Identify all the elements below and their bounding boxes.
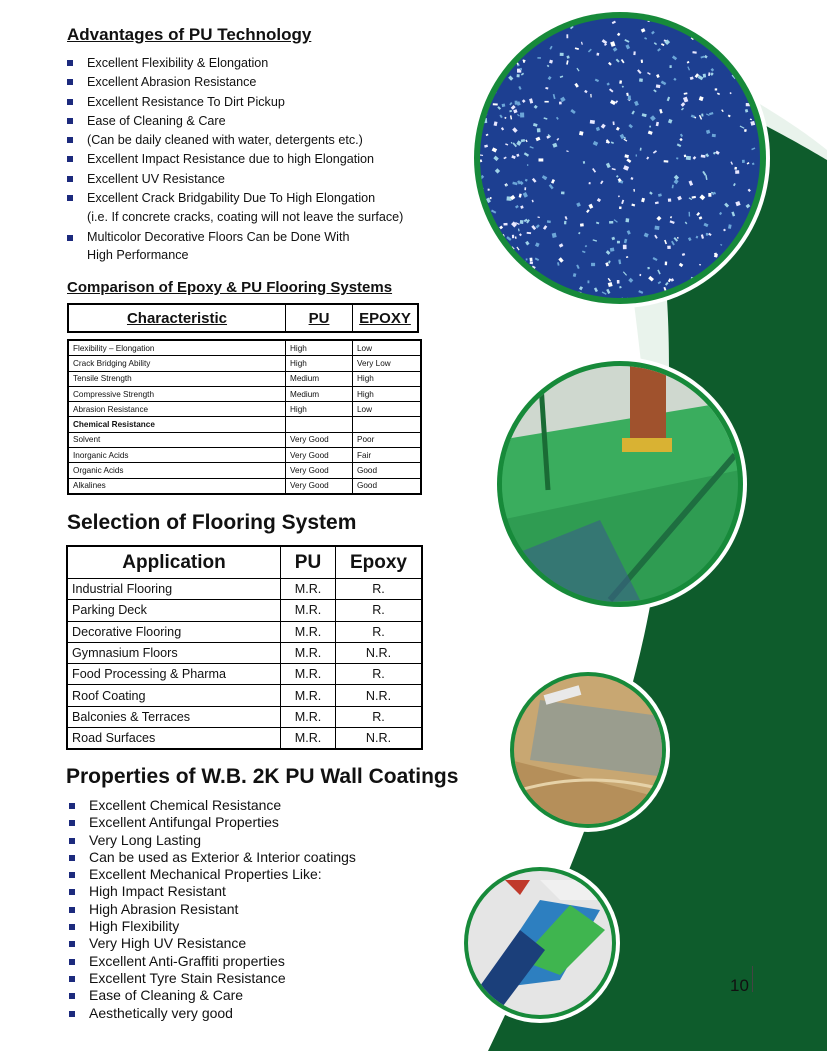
speckle-mark xyxy=(537,57,541,59)
speckle-mark xyxy=(744,19,746,22)
speckle-mark xyxy=(649,126,651,128)
list-item: Very Long Lasting xyxy=(68,832,408,849)
table-cell: Very Good xyxy=(286,432,353,447)
speckle-mark xyxy=(527,27,532,31)
list-item: Ease of Cleaning & Care xyxy=(66,112,466,131)
table-cell: R. xyxy=(336,600,423,621)
speckle-mark xyxy=(530,258,533,262)
table-row xyxy=(68,402,421,417)
speckle-mark xyxy=(617,280,620,284)
speckle-mark xyxy=(757,27,762,31)
table-cell: N.R. xyxy=(336,642,423,663)
list-item: Excellent Abrasion Resistance xyxy=(66,73,466,92)
speckle-mark xyxy=(485,65,489,69)
speckle-mark xyxy=(738,32,741,36)
table-cell: R. xyxy=(336,664,423,685)
table-cell: Food Processing & Pharma xyxy=(67,664,281,685)
speckle-mark xyxy=(590,120,595,124)
speckle-mark xyxy=(564,221,566,225)
list-item: Excellent Chemical Resistance xyxy=(68,797,408,814)
speckle-mark xyxy=(490,28,496,32)
table-row xyxy=(68,448,421,463)
speckle-mark xyxy=(566,34,568,38)
table-row xyxy=(68,432,421,447)
speckle-mark xyxy=(500,270,502,273)
table-row xyxy=(67,728,422,750)
table-row xyxy=(68,386,421,401)
speckle-mark xyxy=(506,22,510,26)
speckle-mark xyxy=(753,68,755,69)
speckle-mark xyxy=(524,187,526,190)
table-cell: High xyxy=(286,340,353,356)
speckle-mark xyxy=(732,47,735,49)
speckle-mark xyxy=(537,128,541,132)
speckle-mark xyxy=(487,189,489,191)
list-item: Excellent Resistance To Dirt Pickup xyxy=(66,93,466,112)
list-item: Excellent Impact Resistance due to high Elongation xyxy=(66,150,466,169)
speckle-mark xyxy=(686,156,691,160)
speckle-mark xyxy=(559,102,562,105)
speckle-mark xyxy=(751,62,755,65)
speckle-mark xyxy=(486,251,489,255)
table-cell: Industrial Flooring xyxy=(67,579,281,600)
speckle-mark xyxy=(750,43,752,46)
list-item: Excellent Anti-Graffiti properties xyxy=(68,953,408,970)
table-row xyxy=(68,340,421,356)
speckle-mark xyxy=(484,238,487,242)
table-cell: Very Good xyxy=(286,478,353,494)
speckle-mark xyxy=(610,248,615,252)
speckle-mark xyxy=(636,154,637,156)
table-cell: Crack Bridging Ability xyxy=(68,356,286,371)
table-row xyxy=(68,463,421,478)
speckle-mark xyxy=(489,277,494,282)
speckle-mark xyxy=(493,103,498,105)
speckle-mark xyxy=(522,33,524,35)
speckle-mark xyxy=(712,134,716,138)
table-cell: M.R. xyxy=(281,642,336,663)
list-item: (Can be daily cleaned with water, detergents etc.) xyxy=(66,131,466,150)
table-cell: Organic Acids xyxy=(68,463,286,478)
speckle-mark xyxy=(482,239,485,242)
speckle-mark xyxy=(514,34,517,38)
speckle-mark xyxy=(589,182,591,184)
table-cell: R. xyxy=(336,579,423,600)
header-characteristic: Characteristic xyxy=(69,305,286,331)
selection-table xyxy=(66,545,423,750)
speckle-mark xyxy=(689,212,691,217)
selection-title: Selection of Flooring System xyxy=(67,511,357,534)
speckle-mark xyxy=(701,114,703,117)
table-cell: Medium xyxy=(286,386,353,401)
speckle-mark xyxy=(692,51,696,54)
table-row xyxy=(67,642,422,663)
speckle-mark xyxy=(591,263,595,266)
table-cell: R. xyxy=(336,706,423,727)
table-row xyxy=(68,417,421,432)
speckle-mark xyxy=(501,49,503,51)
table-cell: M.R. xyxy=(281,664,336,685)
header-epoxy: EPOXY xyxy=(359,309,411,327)
speckle-mark xyxy=(713,31,718,35)
table-cell: N.R. xyxy=(336,728,423,750)
list-item: High Impact Resistant xyxy=(68,883,408,900)
list-item: Excellent Crack Bridgability Due To High Elongation xyxy=(66,189,466,208)
advantages-list xyxy=(66,54,466,265)
speckle-mark xyxy=(664,160,669,163)
speckle-mark xyxy=(759,80,762,83)
list-item: Excellent Mechanical Properties Like: xyxy=(68,866,408,883)
speckle-mark xyxy=(587,280,589,283)
speckle-mark xyxy=(735,170,739,174)
speckle-mark xyxy=(583,161,585,164)
speckle-mark xyxy=(530,261,533,264)
table-cell: Low xyxy=(353,340,422,356)
table-cell: Decorative Flooring xyxy=(67,621,281,642)
table-row xyxy=(67,685,422,706)
list-item: Excellent Flexibility & Elongation xyxy=(66,54,466,73)
table-cell: Medium xyxy=(286,371,353,386)
speckle-mark xyxy=(485,69,488,73)
speckle-mark xyxy=(560,53,564,56)
comparison-header xyxy=(67,303,419,333)
table-row xyxy=(67,664,422,685)
speckle-mark xyxy=(530,19,532,23)
table-cell: M.R. xyxy=(281,728,336,750)
list-item: Excellent Tyre Stain Resistance xyxy=(68,970,408,987)
list-item: Can be used as Exterior & Interior coatings xyxy=(68,849,408,866)
table-cell: Compressive Strength xyxy=(68,386,286,401)
speckle-mark xyxy=(494,31,498,35)
speckle-mark xyxy=(520,112,524,117)
speckle-mark xyxy=(502,24,506,28)
table-row xyxy=(67,600,422,621)
table-cell: Solvent xyxy=(68,432,286,447)
speckle-mark xyxy=(479,230,483,233)
table-cell: Poor xyxy=(353,432,422,447)
table-cell: Gymnasium Floors xyxy=(67,642,281,663)
header-pu: PU xyxy=(281,546,336,579)
speckle-mark xyxy=(517,74,520,77)
table-cell: Good xyxy=(353,478,422,494)
list-item-continuation: High Performance xyxy=(87,247,189,262)
speckle-mark xyxy=(486,78,489,83)
speckle-mark xyxy=(527,164,528,166)
speckle-mark xyxy=(619,206,622,209)
speckle-mark xyxy=(623,245,627,250)
speckle-mark xyxy=(523,19,529,25)
table-cell: Very Good xyxy=(286,448,353,463)
table-cell: Abrasion Resistance xyxy=(68,402,286,417)
speckle-mark xyxy=(656,84,661,88)
list-item-continuation: (i.e. If concrete cracks, coating will not leave the surface) xyxy=(87,210,404,225)
speckle-mark xyxy=(544,101,548,103)
header-epoxy: Epoxy xyxy=(336,546,423,579)
properties-list xyxy=(68,797,408,1022)
speckle-mark xyxy=(520,68,522,70)
table-cell: R. xyxy=(336,621,423,642)
speckle-mark xyxy=(519,20,523,24)
speckle-mark xyxy=(509,36,514,39)
table-row xyxy=(68,356,421,371)
table-cell: Very Low xyxy=(353,356,422,371)
speckle-mark xyxy=(617,241,620,244)
table-cell: Very Good xyxy=(286,463,353,478)
table-cell: Low xyxy=(353,402,422,417)
table-cell: M.R. xyxy=(281,600,336,621)
table-cell: Chemical Resistance xyxy=(68,417,286,432)
table-cell: High xyxy=(286,356,353,371)
speckle-mark xyxy=(753,47,757,51)
list-item: Excellent UV Resistance xyxy=(66,170,466,189)
table-cell: Balconies & Terraces xyxy=(67,706,281,727)
speckle-mark xyxy=(484,38,487,42)
table-cell: Flexibility – Elongation xyxy=(68,340,286,356)
speckle-mark xyxy=(539,158,544,161)
speckle-mark xyxy=(526,258,528,260)
comparison-table xyxy=(67,339,422,495)
speckle-mark xyxy=(495,267,499,270)
table-cell: Roof Coating xyxy=(67,685,281,706)
page-number: 10 xyxy=(730,976,749,995)
speckle-mark xyxy=(554,18,557,21)
speckle-mark xyxy=(517,22,521,26)
list-item: Multicolor Decorative Floors Can be Done With xyxy=(66,229,466,245)
speckle-mark xyxy=(531,284,536,287)
speckle-mark xyxy=(647,267,650,270)
speckle-mark xyxy=(742,160,745,163)
list-item: Very High UV Resistance xyxy=(68,935,408,952)
table-row xyxy=(68,478,421,494)
speckle-mark xyxy=(639,78,643,82)
page-number-divider xyxy=(752,966,753,992)
speckle-mark xyxy=(505,276,510,282)
speckle-mark xyxy=(495,275,501,281)
header-pu: PU xyxy=(286,305,353,331)
table-cell: Alkalines xyxy=(68,478,286,494)
speckle-mark xyxy=(508,278,512,282)
table-cell: Inorganic Acids xyxy=(68,448,286,463)
speckle-mark xyxy=(522,27,526,30)
speckle-mark xyxy=(625,218,629,222)
speckle-mark xyxy=(511,270,515,275)
speckle-mark xyxy=(654,226,659,230)
table-cell xyxy=(353,417,422,432)
speckle-mark xyxy=(699,264,701,266)
table-cell: High xyxy=(286,402,353,417)
speckle-mark xyxy=(520,220,524,224)
speckle-mark xyxy=(513,274,518,279)
table-cell xyxy=(286,417,353,432)
speckle-mark xyxy=(665,261,667,265)
speckle-mark xyxy=(479,292,481,296)
speckle-mark xyxy=(628,96,631,101)
speckle-mark xyxy=(639,274,641,276)
speckle-mark xyxy=(490,72,494,76)
table-row xyxy=(67,579,422,600)
comparison-title: Comparison of Epoxy & PU Flooring Systems xyxy=(67,279,393,296)
table-cell: Road Surfaces xyxy=(67,728,281,750)
speckle-mark xyxy=(561,191,565,194)
list-item: Aesthetically very good xyxy=(68,1005,408,1022)
table-cell: M.R. xyxy=(281,685,336,706)
photo-green-floor xyxy=(493,357,747,611)
speckle-mark xyxy=(609,221,613,224)
speckle-mark xyxy=(514,21,519,26)
table-cell: Parking Deck xyxy=(67,600,281,621)
speckle-mark xyxy=(706,233,708,236)
speckle-mark xyxy=(684,155,686,158)
table-cell: M.R. xyxy=(281,706,336,727)
speckle-mark xyxy=(618,195,620,197)
speckle-mark xyxy=(490,24,493,27)
speckle-mark xyxy=(507,263,510,266)
list-item: High Flexibility xyxy=(68,918,408,935)
speckle-mark xyxy=(518,273,522,276)
speckle-mark xyxy=(483,265,486,268)
speckle-mark xyxy=(714,27,718,30)
speckle-mark xyxy=(501,277,505,281)
speckle-mark xyxy=(491,36,497,41)
speckle-mark xyxy=(733,51,737,56)
table-row xyxy=(67,621,422,642)
speckle-mark xyxy=(708,193,711,197)
list-item: High Abrasion Resistant xyxy=(68,901,408,918)
speckle-mark xyxy=(505,287,510,292)
speckle-mark xyxy=(515,101,518,105)
table-cell: High xyxy=(353,371,422,386)
speckle-mark xyxy=(512,235,514,239)
speckle-mark xyxy=(668,199,671,202)
table-cell: Good xyxy=(353,463,422,478)
speckle-mark xyxy=(669,65,671,68)
speckle-mark xyxy=(596,53,599,56)
table-row xyxy=(68,371,421,386)
speckle-mark xyxy=(500,264,504,268)
speckle-mark xyxy=(711,32,714,34)
speckle-mark xyxy=(503,223,507,226)
speckle-mark xyxy=(580,223,584,226)
table-cell: M.R. xyxy=(281,579,336,600)
list-item: Excellent Antifungal Properties xyxy=(68,814,408,831)
speckle-mark xyxy=(703,74,706,78)
photo-multicolor-floor xyxy=(460,863,620,1023)
speckle-mark xyxy=(667,246,671,249)
speckle-mark xyxy=(501,37,504,40)
photo-blue-speckled-floor xyxy=(470,8,770,308)
table-cell: M.R. xyxy=(281,621,336,642)
table-row xyxy=(67,706,422,727)
table-cell: High xyxy=(353,386,422,401)
speckle-mark xyxy=(715,88,717,90)
speckle-mark xyxy=(641,59,643,62)
speckle-mark xyxy=(752,41,757,43)
speckle-mark xyxy=(633,51,635,55)
table-cell: N.R. xyxy=(336,685,423,706)
header-application: Application xyxy=(67,546,281,579)
speckle-mark xyxy=(481,259,485,264)
properties-title: Properties of W.B. 2K PU Wall Coatings xyxy=(66,765,459,788)
list-item: Ease of Cleaning & Care xyxy=(68,987,408,1004)
speckle-mark xyxy=(504,39,508,43)
speckle-mark xyxy=(734,167,737,170)
speckle-mark xyxy=(690,20,695,25)
table-cell: Fair xyxy=(353,448,422,463)
speckle-mark xyxy=(755,21,759,25)
speckle-mark xyxy=(521,23,526,28)
advantages-title: Advantages of PU Technology xyxy=(67,25,312,44)
table-cell: Tensile Strength xyxy=(68,371,286,386)
